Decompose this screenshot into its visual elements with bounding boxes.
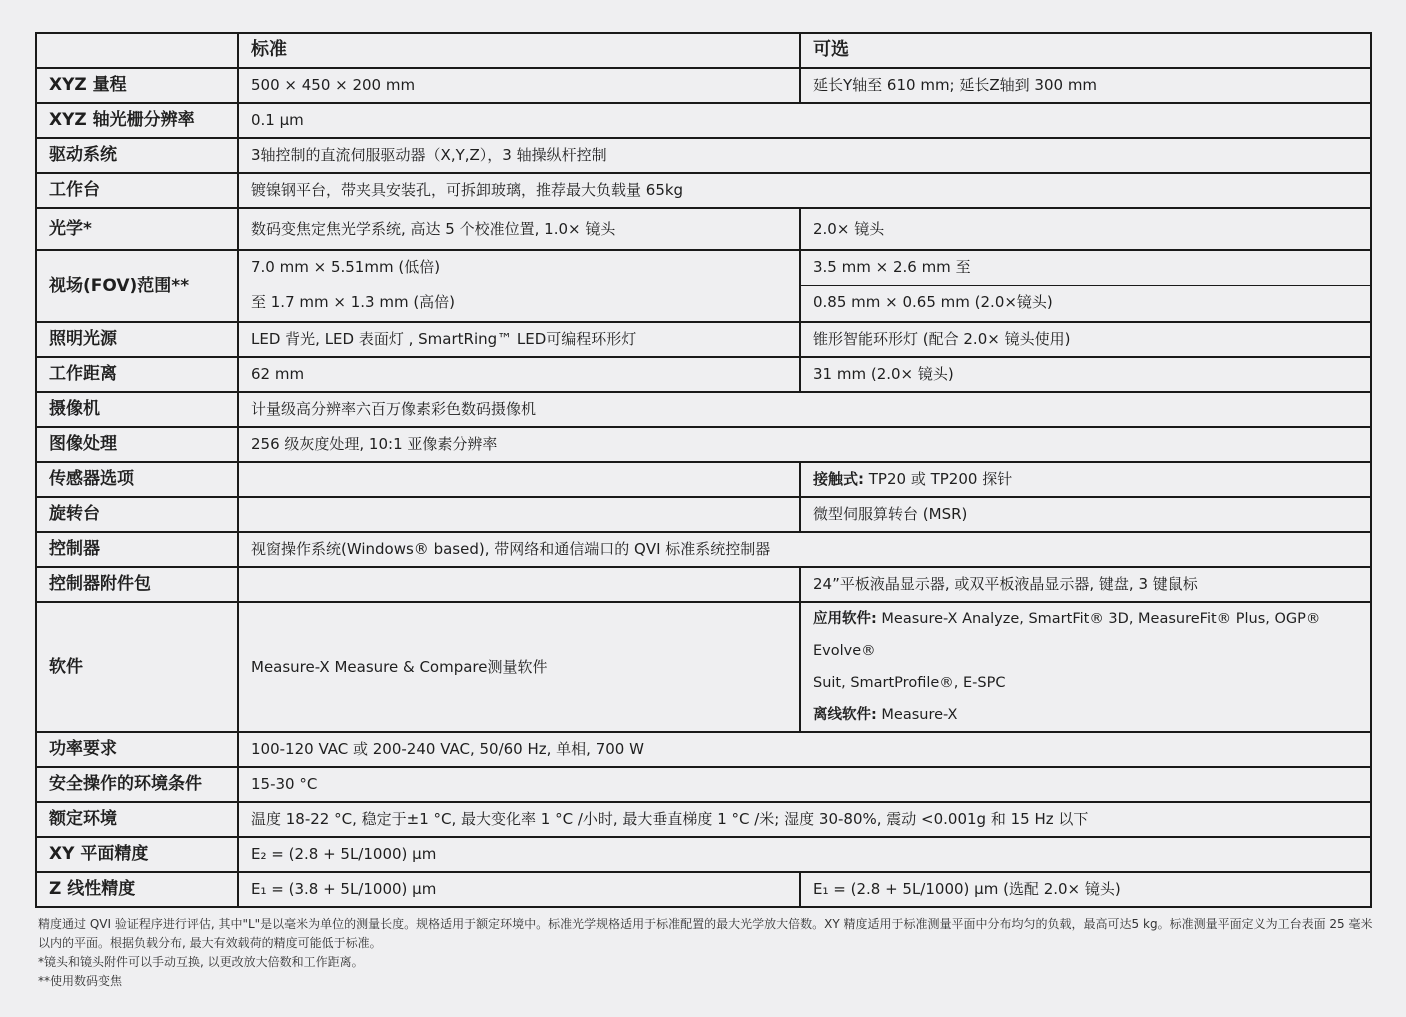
table-row [36, 357, 1371, 392]
table-row [36, 872, 1371, 907]
opt-bold-label: 应用软件: [813, 611, 877, 627]
header-blank [36, 33, 238, 68]
std-cell [238, 462, 800, 497]
fov-std-line-2: 至 1.7 mm × 1.3 mm (高倍) [251, 293, 456, 311]
software-opt-line-1 [813, 603, 1358, 667]
opt-cell: 锥形智能环形灯 (配合 2.0× 镜头使用) [800, 322, 1371, 357]
opt-cell [800, 462, 1371, 497]
opt-cell: 微型伺服算转台 (MSR) [800, 497, 1371, 532]
std-cell: LED 背光, LED 表面灯 , SmartRing™ LED可编程环形灯 [238, 322, 800, 357]
software-std-text: Measure-X Measure & Compare测量软件 [251, 658, 548, 676]
std-cell: 62 mm [238, 357, 800, 392]
software-opt-line-2: Suit, SmartProfile®, E-SPC [813, 675, 1006, 691]
row-label: 摄像机 [36, 392, 238, 427]
row-label: 传感器选项 [36, 462, 238, 497]
table-row [36, 532, 1371, 567]
std-cell: E₂ = (2.8 + 5L/1000) μm [238, 837, 1371, 872]
header-standard: 标准 [238, 33, 800, 68]
table-row [36, 392, 1371, 427]
std-cell: 3轴控制的直流伺服驱动器（X,Y,Z），3 轴操纵杆控制 [238, 138, 1371, 173]
row-label: XYZ 轴光栅分辨率 [36, 103, 238, 138]
table-row [36, 732, 1371, 767]
table-row [36, 497, 1371, 532]
std-cell: 计量级高分辨率六百万像素彩色数码摄像机 [238, 392, 1371, 427]
row-label: 旋转台 [36, 497, 238, 532]
std-cell: 0.1 μm [238, 103, 1371, 138]
row-label: 光学* [36, 208, 238, 250]
std-cell [238, 602, 800, 732]
opt-cell [800, 250, 1371, 322]
std-cell: E₁ = (3.8 + 5L/1000) μm [238, 872, 800, 907]
software-opt-line-3 [813, 699, 1358, 731]
footnotes [38, 915, 1373, 991]
table-row [36, 567, 1371, 602]
opt-cell: 31 mm (2.0× 镜头) [800, 357, 1371, 392]
opt-bold-label: 离线软件: [813, 707, 877, 723]
table-row [36, 138, 1371, 173]
opt-bold-label: 接触式: [813, 470, 864, 489]
std-cell: 数码变焦定焦光学系统, 高达 5 个校准位置, 1.0× 镜头 [238, 208, 800, 250]
std-cell [238, 567, 800, 602]
std-cell [238, 250, 800, 322]
row-label: 安全操作的环境条件 [36, 767, 238, 802]
opt-text: Measure-X [876, 707, 958, 723]
fov-opt-line-2: 0.85 mm × 0.65 mm (2.0×镜头) [813, 293, 1053, 311]
std-cell: 温度 18-22 °C, 稳定于±1 °C, 最大变化率 1 °C /小时, 最大垂直梯度 1 °C /米; 湿度 30-80%, 震动 <0.001g 和 15 Hz 以下 [238, 802, 1371, 837]
table-row [36, 767, 1371, 802]
std-cell: 镀镍钢平台，带夹具安装孔，可拆卸玻璃，推荐最大负载量 65kg [238, 173, 1371, 208]
footnote-accuracy: 精度通过 QVI 验证程序进行评估, 其中"L"是以毫米为单位的测量长度。规格适用于额定环境中。标准光学规格适用于标准配置的最大光学放大倍数。XY 精度适用于标准测量平面中分布均匀的负载，最高可达5 kg。标准测量平面定义为工台表面 25 毫米以内的平面。根据负载分布, 最大有效载荷的精度可能低于标准。 [38, 917, 1373, 950]
opt-cell: 24”平板液晶显示器, 或双平板液晶显示器, 键盘, 3 键鼠标 [800, 567, 1371, 602]
row-label: 照明光源 [36, 322, 238, 357]
row-label: 工作台 [36, 173, 238, 208]
std-cell: 256 级灰度处理, 10:1 亚像素分辨率 [238, 427, 1371, 462]
row-label: 控制器附件包 [36, 567, 238, 602]
opt-cell [800, 602, 1371, 732]
opt-text: Measure-X Analyze, SmartFit® 3D, MeasureFit® Plus, OGP® Evolve® [813, 611, 1321, 659]
row-label: XYZ 量程 [36, 68, 238, 103]
row-label: 控制器 [36, 532, 238, 567]
std-cell [238, 497, 800, 532]
table-row [36, 427, 1371, 462]
row-label: Z 线性精度 [36, 872, 238, 907]
table-header [36, 33, 1371, 68]
row-label: 驱动系统 [36, 138, 238, 173]
fov-std-line-1: 7.0 mm × 5.51mm (低倍) [251, 258, 441, 276]
table-row [36, 68, 1371, 103]
row-label: XY 平面精度 [36, 837, 238, 872]
table-row [36, 250, 1371, 322]
table-row [36, 462, 1371, 497]
table-row [36, 322, 1371, 357]
table-row [36, 208, 1371, 250]
table-row [36, 602, 1371, 732]
row-label: 工作距离 [36, 357, 238, 392]
std-cell: 100-120 VAC 或 200-240 VAC, 50/60 Hz, 单相, 700 W [238, 732, 1371, 767]
std-cell: 视窗操作系统(Windows® based), 带网络和通信端口的 QVI 标准系统控制器 [238, 532, 1371, 567]
opt-text: TP20 或 TP200 探针 [864, 470, 1013, 489]
row-label: 功率要求 [36, 732, 238, 767]
table-row [36, 802, 1371, 837]
opt-cell: E₁ = (2.8 + 5L/1000) μm (选配 2.0× 镜头) [800, 872, 1371, 907]
table-row [36, 173, 1371, 208]
table-row [36, 837, 1371, 872]
opt-cell: 延长Y轴至 610 mm; 延长Z轴到 300 mm [800, 68, 1371, 103]
row-label: 图像处理 [36, 427, 238, 462]
table-row [36, 103, 1371, 138]
footnote-zoom: **使用数码变焦 [38, 974, 123, 988]
header-optional: 可选 [800, 33, 1371, 68]
std-cell: 15-30 °C [238, 767, 1371, 802]
row-label: 额定环境 [36, 802, 238, 837]
row-label: 视场(FOV)范围** [36, 250, 238, 322]
spec-table [35, 32, 1372, 908]
opt-cell: 2.0× 镜头 [800, 208, 1371, 250]
row-label: 软件 [36, 602, 238, 732]
std-cell: 500 × 450 × 200 mm [238, 68, 800, 103]
fov-opt-line-1: 3.5 mm × 2.6 mm 至 [801, 251, 1370, 286]
footnote-lens: *镜头和镜头附件可以手动互换, 以更改放大倍数和工作距离。 [38, 955, 364, 969]
